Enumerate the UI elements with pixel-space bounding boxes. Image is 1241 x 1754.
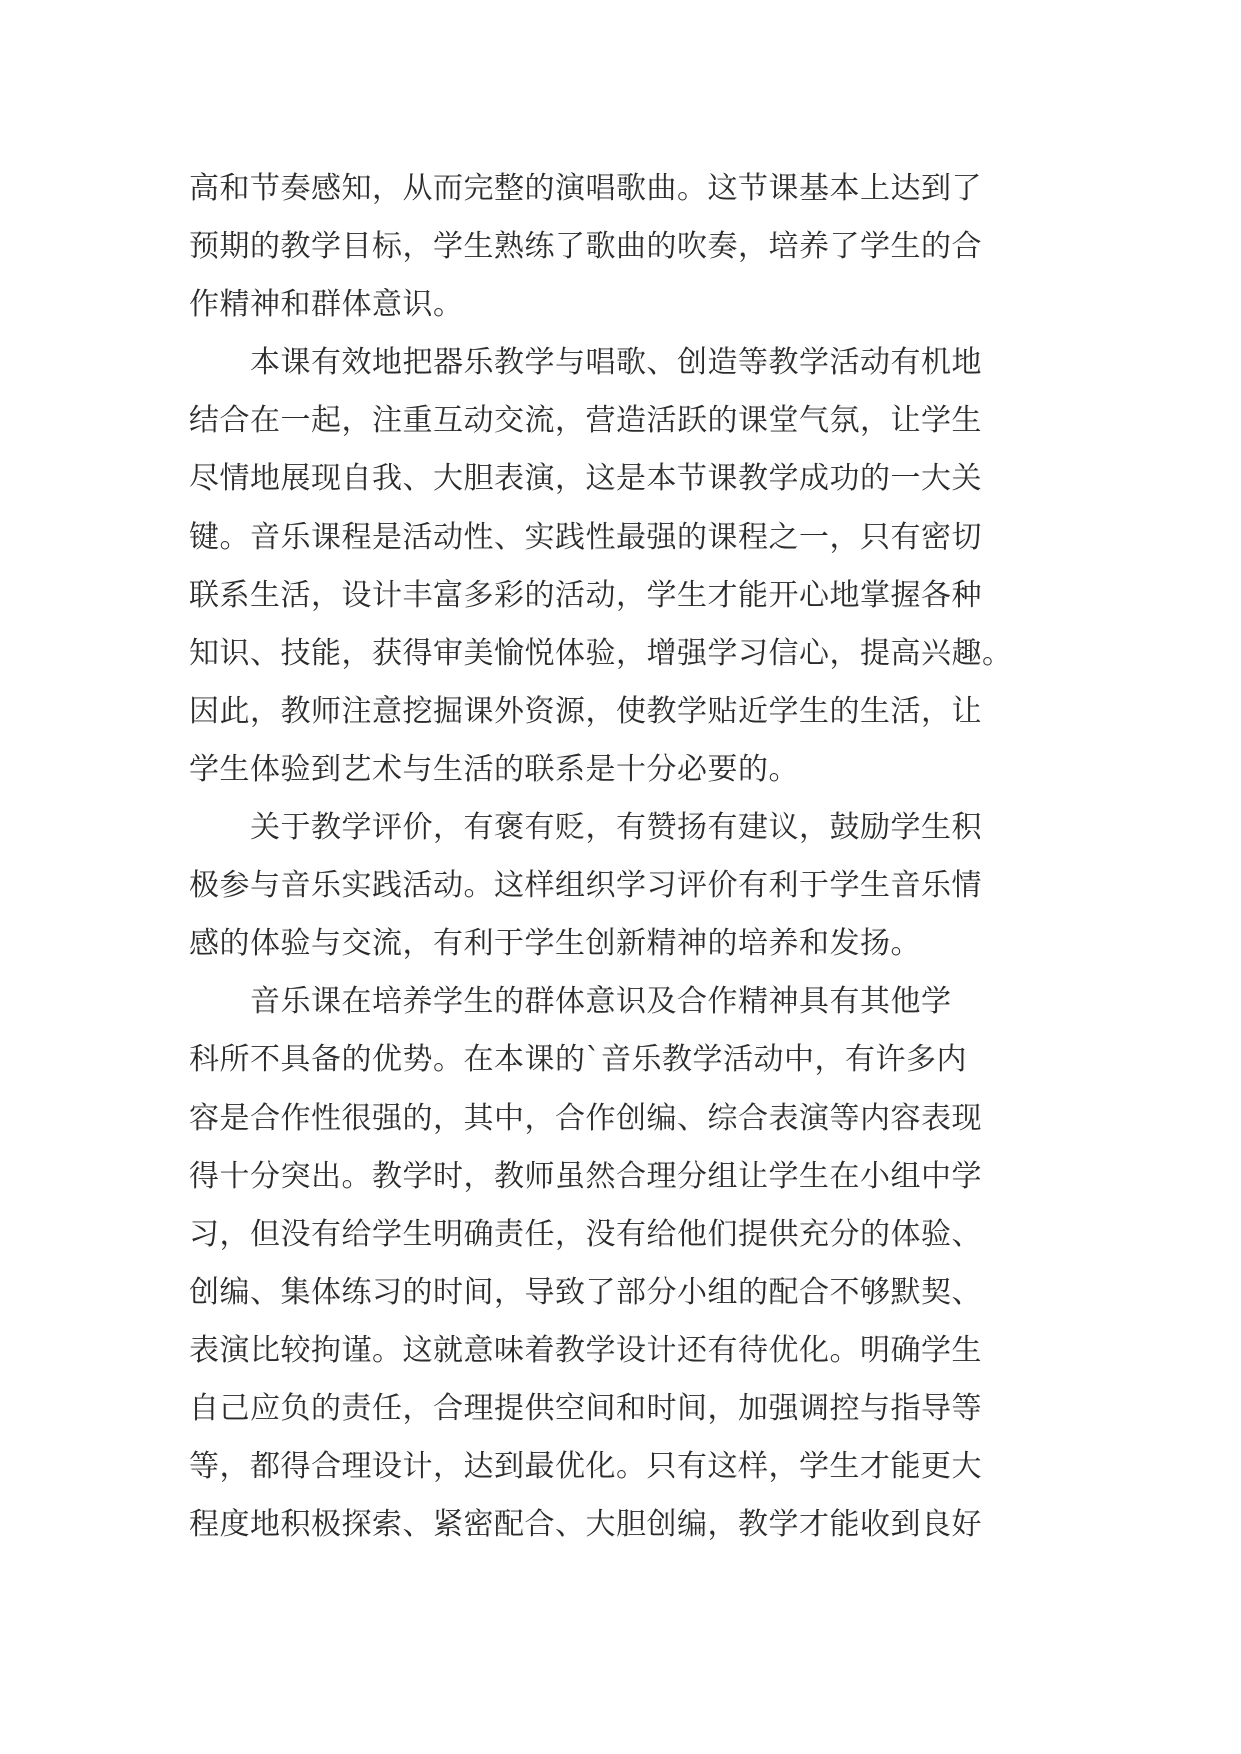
text-line: 结合在一起，注重互动交流，营造活跃的课堂气氛，让学生 [189,403,982,439]
text-line: 键。音乐课程是活动性、实践性最强的课程之一，只有密切 [189,519,982,555]
text-line: 感的体验与交流，有利于学生创新精神的培养和发扬。 [189,926,921,962]
text-line: 等，都得合理设计，达到最优化。只有这样，学生才能更大 [189,1449,982,1485]
text-line: 科所不具备的优势。在本课的`音乐教学活动中，有许多内 [189,1042,967,1078]
text-line: 关于教学评价，有褒有贬，有赞扬有建议，鼓励学生积 [189,810,982,846]
text-line: 表演比较拘谨。这就意味着教学设计还有待优化。明确学生 [189,1332,982,1368]
text-line: 高和节奏感知，从而完整的演唱歌曲。这节课基本上达到了 [189,171,982,206]
text-line: 尽情地展现自我、大胆表演，这是本节课教学成功的一大关 [189,461,982,497]
text-line: 学生体验到艺术与生活的联系是十分必要的。 [189,751,799,787]
text-line: 本课有效地把器乐教学与唱歌、创造等教学活动有机地 [189,345,982,381]
text-line: 作精神和群体意识。 [189,287,464,323]
text-line: 程度地积极探索、紧密配合、大胆创编，教学才能收到良好 [189,1507,982,1543]
text-line: 因此，教师注意挖掘课外资源，使教学贴近学生的生活，让 [189,693,982,729]
text-line: 联系生活，设计丰富多彩的活动，学生才能开心地掌握各种 [189,577,982,613]
text-line: 音乐课在培养学生的群体意识及合作精神具有其他学 [189,984,952,1020]
body-text [189,160,1069,1554]
text-line: 习，但没有给学生明确责任，没有给他们提供充分的体验、 [189,1216,982,1252]
text-line: 极参与音乐实践活动。这样组织学习评价有利于学生音乐情 [189,868,982,904]
text-line: 自己应负的责任，合理提供空间和时间，加强调控与指导等 [189,1390,982,1426]
text-line: 知识、技能，获得审美愉悦体验，增强学习信心，提高兴趣。 [189,635,1013,671]
text-line: 容是合作性很强的，其中，合作创编、综合表演等内容表现 [189,1100,982,1136]
text-line: 创编、集体练习的时间，导致了部分小组的配合不够默契、 [189,1274,982,1310]
text-line: 预期的教学目标，学生熟练了歌曲的吹奏，培养了学生的合 [189,229,982,265]
text-line: 得十分突出。教学时，教师虽然合理分组让学生在小组中学 [189,1158,982,1194]
